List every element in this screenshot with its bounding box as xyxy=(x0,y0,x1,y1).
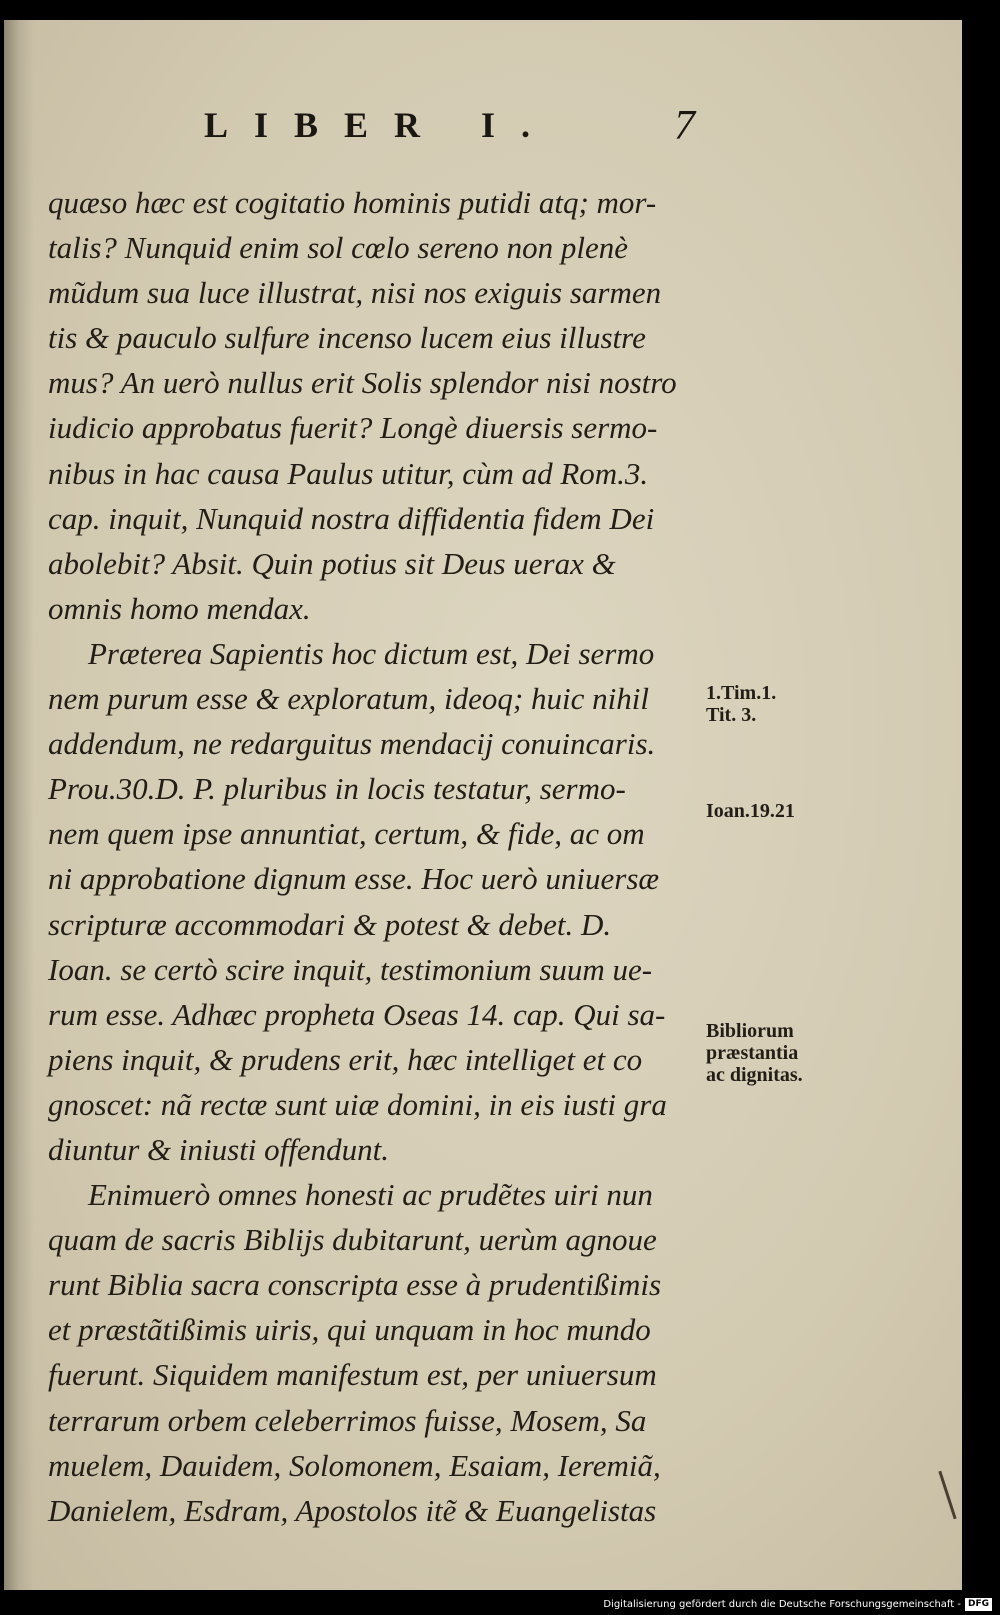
text-line: diuntur & iniusti offendunt. xyxy=(48,1131,390,1167)
text-line: Danielem, Esdram, Apostolos itẽ & Euangelistas xyxy=(48,1492,657,1528)
book-page xyxy=(4,20,962,1590)
text-line: gnoscet: nã rectæ sunt uiæ domini, in eis iusti gra xyxy=(48,1086,667,1122)
text-line: abolebit? Absit. Quin potius sit Deus uerax & xyxy=(48,545,616,581)
text-line: Prou.30.D. P. pluribus in locis testatur, sermo- xyxy=(48,771,626,807)
text-line: terrarum orbem celeberrimos fuisse, Mosem, Sa xyxy=(48,1402,647,1438)
text-line: talis? Nunquid enim sol cœlo sereno non plenè xyxy=(48,230,629,266)
text-line: Enimuerò omnes honesti ac prudẽtes uiri nun xyxy=(88,1177,653,1213)
text-line: Præterea Sapientis hoc dictum est, Dei sermo xyxy=(88,635,655,671)
ink-mark xyxy=(938,1471,956,1519)
text-line: nem quem ipse annuntiat, certum, & fide, ac om xyxy=(48,816,645,852)
text-line: cap. inquit, Nunquid nostra diffidentia fidem Dei xyxy=(48,500,655,536)
text-line: piens inquit, & prudens erit, hæc intelliget et co xyxy=(48,1041,643,1077)
page-number: 7 xyxy=(674,103,695,149)
text-line: runt Biblia sacra conscripta esse à prudentißimis xyxy=(48,1267,662,1303)
page-gutter-shadow xyxy=(4,20,34,1590)
text-line: scripturæ accommodari & potest & debet. D. xyxy=(48,906,612,942)
footer-credit: Digitalisierung gefördert durch die Deutsche Forschungsgemeinschaft - xyxy=(603,1598,961,1610)
text-line: rum esse. Adhæc propheta Oseas 14. cap. Qui sa- xyxy=(48,996,666,1032)
text-line: mus? An uerò nullus erit Solis splendor nisi nostro xyxy=(48,365,677,401)
digitization-footer xyxy=(603,1595,992,1613)
dfg-logo: DFG xyxy=(965,1598,992,1611)
text-line: mũdum sua luce illustrat, nisi nos exiguis sarmen xyxy=(48,275,662,311)
running-head: LIBER I. xyxy=(204,105,557,145)
text-line: muelem, Dauidem, Solomonem, Esaiam, Ieremiã, xyxy=(48,1447,661,1483)
text-line: et præstãtißimis uiris, qui unquam in hoc mundo xyxy=(48,1312,651,1348)
text-line: nibus in hac causa Paulus utitur, cùm ad Rom.3. xyxy=(48,455,649,491)
text-line: fuerunt. Siquidem manifestum est, per uniuersum xyxy=(48,1357,657,1393)
marginal-note-citation: Ioan.19.21 xyxy=(706,800,795,822)
text-line: quæso hæc est cogitatio hominis putidi atq; mor- xyxy=(48,185,657,220)
text-line: addendum, ne redarguitus mendacij conuincaris. xyxy=(48,726,656,762)
text-line: quam de sacris Biblijs dubitarunt, uerùm agnoue xyxy=(48,1222,657,1258)
text-line: Ioan. se certò scire inquit, testimonium suum ue- xyxy=(48,951,653,987)
text-line: omnis homo mendax. xyxy=(48,590,311,626)
text-line: nem purum esse & exploratum, ideoq; huic nihil xyxy=(48,681,649,717)
text-line: ni approbatione dignum esse. Hoc uerò uniuersæ xyxy=(48,861,660,897)
text-line: iudicio approbatus fuerit? Longè diuersis sermo- xyxy=(48,410,658,446)
marginal-note-citation: 1.Tim.1. Tit. 3. xyxy=(706,682,777,726)
text-line: tis & pauculo sulfure incenso lucem eius illustre xyxy=(48,320,646,356)
marginal-note-topic: Bibliorum præstantia ac dignitas. xyxy=(706,1020,803,1086)
main-text-block xyxy=(48,180,698,1533)
